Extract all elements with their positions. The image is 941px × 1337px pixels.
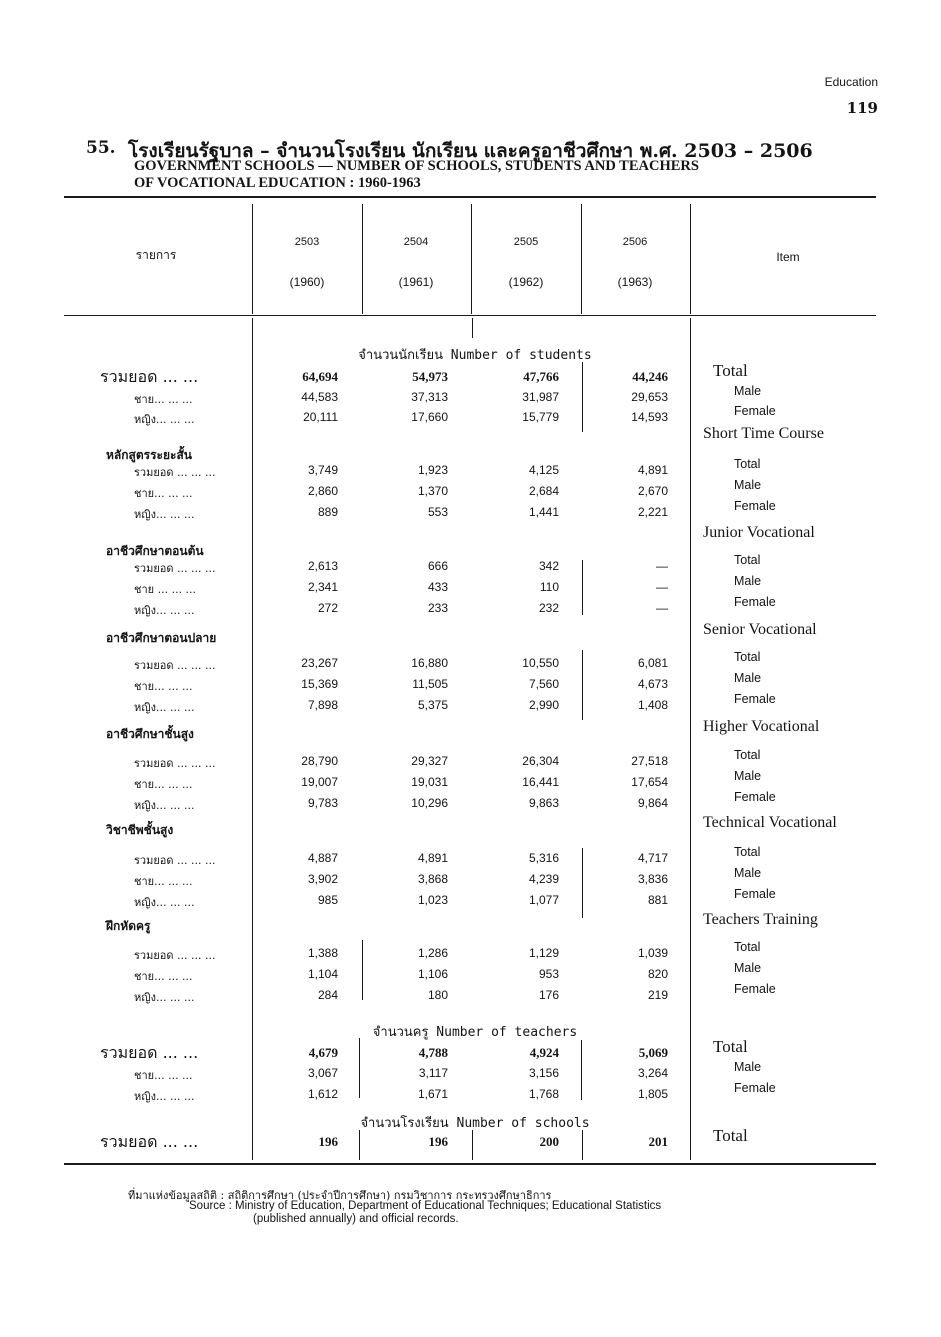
row-label-english: Total [734, 845, 761, 859]
group-heading-thai: หลักสูตรระยะสั้น [106, 448, 192, 462]
table-cell: 1,106 [417, 967, 448, 981]
table-cell: 953 [538, 967, 559, 981]
table-cell: 64,694 [302, 369, 338, 384]
table-cell: 5,316 [528, 851, 559, 865]
table-cell: 666 [427, 559, 448, 573]
row-label-english: Total [734, 940, 761, 954]
year-header-ce: (1963) [617, 275, 653, 289]
column-divider [581, 204, 582, 314]
table-cell: 7,898 [307, 698, 338, 712]
table-cell: 9,863 [528, 796, 559, 810]
table-cell: 196 [428, 1134, 448, 1149]
table-cell: 4,679 [308, 1045, 338, 1060]
table-cell: 4,239 [528, 872, 559, 886]
table-cell: 2,221 [637, 505, 668, 519]
row-label-thai: หญิง... ... ... [134, 508, 195, 521]
table-cell: 3,117 [418, 1066, 448, 1080]
table-cell: 54,973 [412, 369, 448, 384]
table-cell: 20,111 [303, 410, 338, 424]
row-label-thai: ชาย... ... ... [134, 970, 193, 983]
row-label-thai: ชาย... ... ... [134, 487, 193, 500]
row-label-thai: หญิง... ... ... [134, 1090, 195, 1103]
table-cell: 232 [538, 601, 559, 615]
column-divider [252, 318, 253, 1160]
column-divider [582, 362, 583, 432]
source-english-line1: Source : Ministry of Education, Department of Educational Techniques; Educational Statistics [189, 1200, 662, 1212]
table-cell: 11,505 [412, 677, 448, 691]
row-label-english: Male [734, 478, 762, 492]
row-label-thai: หญิง... ... ... [134, 701, 195, 714]
group-heading-thai: อาชีวศึกษาตอนปลาย [106, 631, 217, 645]
table-cell: 233 [427, 601, 448, 615]
table-cell: 1,805 [637, 1087, 668, 1101]
bottom-rule [64, 1163, 876, 1165]
table-cell: 5,375 [417, 698, 448, 712]
table-cell: 9,864 [637, 796, 668, 810]
row-label-english: Male [734, 384, 762, 398]
table-cell: 4,924 [529, 1045, 559, 1060]
row-label-english: Male [734, 866, 762, 880]
column-divider [472, 1130, 473, 1160]
column-divider [362, 204, 363, 314]
group-heading-english: Short Time Course [703, 425, 824, 442]
table-cell: 1,023 [417, 893, 448, 907]
column-divider [690, 318, 691, 1160]
table-cell: 3,156 [528, 1066, 559, 1080]
table-cell: 2,990 [528, 698, 559, 712]
table-cell: 19,031 [411, 775, 448, 789]
group-heading-thai: อาชีวศึกษาชั้นสูง [106, 727, 194, 741]
row-label-thai: หญิง... ... ... [134, 896, 195, 909]
table-cell: 1,129 [528, 946, 559, 960]
row-label-english: Female [734, 790, 776, 804]
year-header-be: 2504 [403, 236, 429, 248]
title-english-line1: GOVERNMENT SCHOOLS — NUMBER OF SCHOOLS, STUDENTS AND TEACHERS [134, 158, 699, 174]
table-cell: 14,593 [631, 410, 668, 424]
row-label-thai: ชาย ... ... ... [134, 583, 197, 596]
row-label-thai: หญิง... ... ... [134, 799, 195, 812]
table-cell: 47,766 [523, 369, 559, 384]
table-cell: 284 [317, 988, 338, 1002]
source-english-line2: (published annually) and official records. [253, 1213, 459, 1225]
group-heading-thai: วิชาชีพชั้นสูง [106, 823, 174, 837]
row-label-english: Female [734, 499, 776, 513]
row-label-english: Total [734, 748, 761, 762]
row-label-thai: รวมยอด ... ... ... [134, 659, 216, 672]
table-cell: — [656, 580, 668, 594]
column-divider [252, 204, 253, 314]
table-cell: 985 [317, 893, 338, 907]
column-divider [359, 1038, 360, 1098]
table-cell: 2,684 [528, 484, 559, 498]
row-label-english: Female [734, 1081, 776, 1095]
section-heading-schools: จำนวนโรงเรียน Number of schools [360, 1116, 590, 1131]
column-header-thai: รายการ [135, 248, 177, 262]
row-label-english: Female [734, 887, 776, 901]
table-cell: 433 [427, 580, 448, 594]
table-cell: 1,286 [417, 946, 448, 960]
table-cell: 29,653 [631, 390, 668, 404]
table-cell: 4,717 [637, 851, 668, 865]
table-cell: 820 [647, 967, 668, 981]
row-label-thai: ชาย... ... ... [134, 1069, 193, 1082]
title-english-line2: OF VOCATIONAL EDUCATION : 1960-1963 [134, 175, 421, 191]
table-cell: 180 [427, 988, 448, 1002]
table-cell: 3,264 [637, 1066, 668, 1080]
table-cell: 5,069 [638, 1045, 668, 1060]
table-cell: 29,327 [411, 754, 448, 768]
row-label-thai: รวมยอด ... ... ... [134, 757, 216, 770]
table-cell: 110 [539, 580, 559, 594]
row-label-english: Total [713, 361, 748, 380]
column-divider [582, 848, 583, 918]
column-header-english: Item [776, 250, 800, 264]
table-cell: 15,779 [522, 410, 559, 424]
table-cell: 219 [647, 988, 668, 1002]
group-heading-english: Teachers Training [703, 911, 818, 928]
table-cell: 31,987 [522, 390, 559, 404]
table-cell: 4,125 [528, 463, 559, 477]
table-cell: 272 [317, 601, 338, 615]
year-header-be: 2503 [294, 236, 320, 248]
table-cell: 16,880 [411, 656, 448, 670]
table-cell: 2,613 [307, 559, 338, 573]
row-label-thai: รวมยอด ... ... [100, 367, 199, 386]
row-label-thai: หญิง... ... ... [134, 991, 195, 1004]
year-header-ce: (1960) [289, 275, 325, 289]
year-header-be: 2505 [513, 236, 539, 248]
table-cell: 17,660 [411, 410, 448, 424]
column-divider [362, 940, 363, 1000]
row-label-thai: รวมยอด ... ... ... [134, 854, 216, 867]
table-cell: 1,077 [528, 893, 559, 907]
group-heading-thai: ฝึกหัดครู [106, 919, 151, 933]
table-cell: 1,612 [307, 1087, 338, 1101]
row-label-english: Total [734, 650, 761, 664]
group-heading-english: Junior Vocational [703, 524, 815, 541]
table-cell: 2,670 [637, 484, 668, 498]
table-cell: 1,370 [417, 484, 448, 498]
row-label-thai: รวมยอด ... ... ... [134, 949, 216, 962]
table-cell: 2,341 [307, 580, 338, 594]
table-cell: 1,923 [417, 463, 448, 477]
column-divider [582, 560, 583, 615]
column-divider [359, 1130, 360, 1160]
row-label-thai: รวมยอด ... ... ... [134, 466, 216, 479]
table-cell: 4,788 [418, 1045, 448, 1060]
table-cell: 28,790 [301, 754, 338, 768]
row-label-thai: หญิง... ... ... [134, 604, 195, 617]
column-divider [582, 1130, 583, 1160]
table-cell: 3,749 [307, 463, 338, 477]
row-label-english: Total [713, 1037, 748, 1056]
column-divider [581, 1040, 582, 1100]
row-label-english: Female [734, 692, 776, 706]
table-cell: 1,408 [637, 698, 668, 712]
table-cell: 9,783 [307, 796, 338, 810]
table-cell: 10,296 [411, 796, 448, 810]
table-cell: 1,388 [307, 946, 338, 960]
group-heading-english: Technical Vocational [703, 814, 837, 831]
table-cell: 37,313 [411, 390, 448, 404]
group-heading-english: Senior Vocational [703, 621, 817, 638]
row-label-thai: รวมยอด ... ... [100, 1132, 199, 1151]
table-cell: 10,550 [522, 656, 559, 670]
row-label-english: Female [734, 404, 776, 418]
group-heading-thai: อาชีวศึกษาตอนต้น [106, 544, 204, 558]
column-divider [472, 318, 473, 338]
table-cell: 200 [539, 1134, 559, 1149]
table-cell: 196 [318, 1134, 338, 1149]
table-cell: — [656, 559, 668, 573]
table-cell: — [656, 601, 668, 615]
section-heading-teachers: จำนวนครู Number of teachers [372, 1025, 578, 1040]
table-cell: 342 [538, 559, 559, 573]
table-cell: 2,860 [307, 484, 338, 498]
table-cell: 26,304 [522, 754, 559, 768]
row-label-english: Male [734, 574, 762, 588]
row-label-thai: รวมยอด ... ... [100, 1043, 199, 1062]
running-head: Education [824, 75, 878, 89]
row-label-english: Total [734, 457, 761, 471]
table-cell: 17,654 [631, 775, 668, 789]
table-cell: 176 [538, 988, 559, 1002]
section-heading-students: จำนวนนักเรียน Number of students [358, 348, 592, 363]
table-cell: 27,518 [631, 754, 668, 768]
table-number: 55. [86, 138, 116, 158]
column-divider [582, 650, 583, 720]
row-label-english: Male [734, 1060, 762, 1074]
group-heading-english: Higher Vocational [703, 718, 820, 735]
table-cell: 881 [647, 893, 668, 907]
title-thai: โรงเรียนรัฐบาล – จำนวนโรงเรียน นักเรียน และครูอาชีวศึกษา พ.ศ. 2503 – 2506 [128, 140, 813, 162]
table-cell: 3,868 [417, 872, 448, 886]
top-rule [64, 196, 876, 198]
table-cell: 1,104 [307, 967, 338, 981]
table-cell: 201 [648, 1134, 668, 1149]
table-cell: 7,560 [528, 677, 559, 691]
table-cell: 4,891 [637, 463, 668, 477]
row-label-thai: หญิง... ... ... [134, 413, 195, 426]
table-cell: 1,039 [637, 946, 668, 960]
table-cell: 3,836 [637, 872, 668, 886]
table-cell: 44,246 [632, 369, 668, 384]
table-cell: 1,768 [528, 1087, 559, 1101]
table-cell: 3,902 [307, 872, 338, 886]
row-label-thai: ชาย... ... ... [134, 875, 193, 888]
table-cell: 889 [317, 505, 338, 519]
row-label-thai: รวมยอด ... ... ... [134, 562, 216, 575]
table-cell: 15,369 [301, 677, 338, 691]
year-header-be: 2506 [622, 236, 648, 248]
table-cell: 1,671 [417, 1087, 448, 1101]
table-cell: 16,441 [522, 775, 559, 789]
table-cell: 1,441 [528, 505, 559, 519]
row-label-english: Male [734, 769, 762, 783]
table-cell: 4,887 [307, 851, 338, 865]
table-cell: 4,673 [637, 677, 668, 691]
row-label-thai: ชาย... ... ... [134, 778, 193, 791]
table-cell: 6,081 [637, 656, 668, 670]
year-header-ce: (1962) [508, 275, 544, 289]
table-cell: 23,267 [301, 656, 338, 670]
row-label-english: Male [734, 961, 762, 975]
page-number: 119 [846, 99, 878, 117]
row-label-english: Female [734, 982, 776, 996]
table-cell: 3,067 [307, 1066, 338, 1080]
column-divider [471, 204, 472, 314]
header-rule [64, 315, 876, 316]
table-cell: 4,891 [417, 851, 448, 865]
row-label-thai: ชาย... ... ... [134, 680, 193, 693]
row-label-thai: ชาย... ... ... [134, 393, 193, 406]
table-cell: 553 [427, 505, 448, 519]
row-label-english: Male [734, 671, 762, 685]
source-thai: ที่มาแห่งข้อมูลสถิติ : สถิติการศึกษา (ประจำปีการศึกษา) กรมวิชาการ กระทรวงศึกษาธิการ [128, 1189, 552, 1202]
table-cell: 44,583 [301, 390, 338, 404]
year-header-ce: (1961) [398, 275, 434, 289]
row-label-english: Total [713, 1126, 748, 1145]
row-label-english: Female [734, 595, 776, 609]
row-label-english: Total [734, 553, 761, 567]
table-cell: 19,007 [301, 775, 338, 789]
